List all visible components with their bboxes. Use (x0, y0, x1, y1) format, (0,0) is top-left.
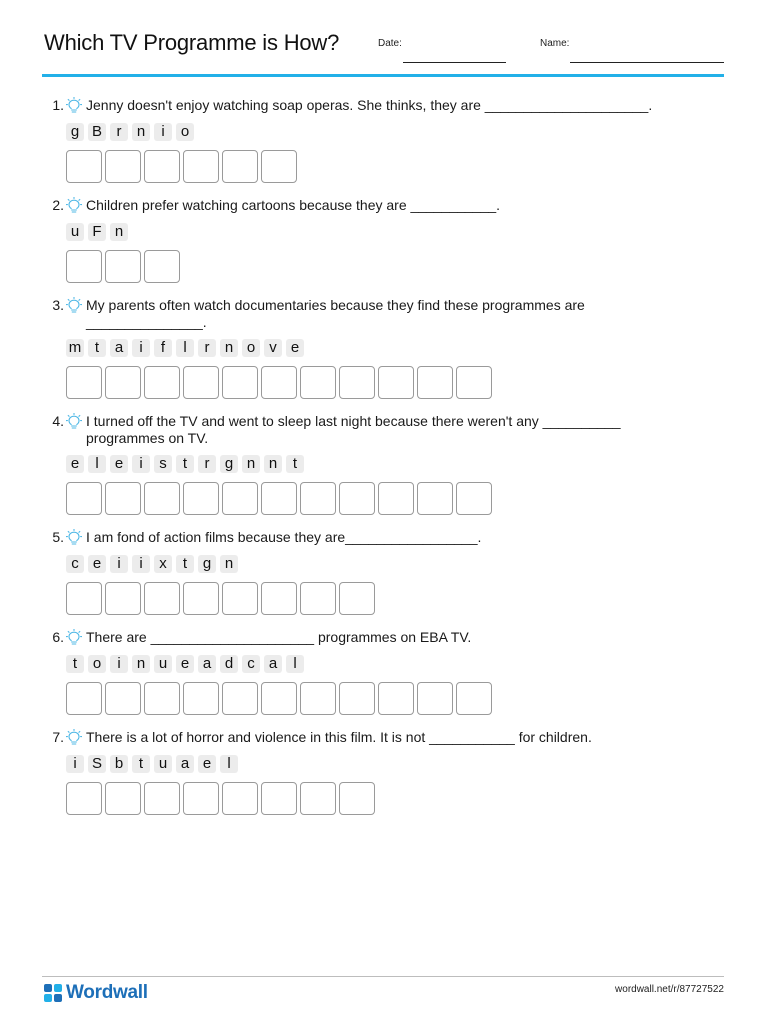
letter-tile: u (154, 755, 172, 773)
letter-tile: e (110, 455, 128, 473)
answer-box[interactable] (222, 682, 258, 715)
lightbulb-icon[interactable] (66, 413, 82, 431)
answer-box[interactable] (300, 782, 336, 815)
answer-box[interactable] (300, 682, 336, 715)
letter-tile: l (176, 339, 194, 357)
letter-tile: a (110, 339, 128, 357)
answer-box[interactable] (417, 682, 453, 715)
answer-box[interactable] (261, 782, 297, 815)
answer-box[interactable] (300, 582, 336, 615)
answer-box[interactable] (105, 366, 141, 399)
answer-box[interactable] (105, 782, 141, 815)
letter-tile: n (132, 123, 150, 141)
letter-tile: F (88, 223, 106, 241)
letter-tile: l (220, 755, 238, 773)
letter-tile: i (132, 339, 150, 357)
answer-box[interactable] (300, 482, 336, 515)
answer-box[interactable] (66, 682, 102, 715)
question-text: My parents often watch documentaries because they find these programmes are _______________. (86, 297, 585, 330)
lightbulb-icon[interactable] (66, 729, 82, 747)
letter-tile: i (110, 555, 128, 573)
letter-tile: S (88, 755, 106, 773)
letter-tile: g (66, 123, 84, 141)
answer-box[interactable] (66, 150, 102, 183)
answer-box[interactable] (222, 366, 258, 399)
letter-tile: t (88, 339, 106, 357)
page-title: Which TV Programme is How? (44, 30, 340, 55)
letter-tile: f (154, 339, 172, 357)
answer-box[interactable] (183, 366, 219, 399)
name-field-line[interactable] (570, 62, 724, 63)
letter-tile: e (88, 555, 106, 573)
letter-tile: u (154, 655, 172, 673)
answer-box[interactable] (339, 782, 375, 815)
letter-tile: a (264, 655, 282, 673)
letter-tiles (66, 123, 194, 141)
letter-tiles (66, 455, 304, 473)
letter-tile: r (110, 123, 128, 141)
lightbulb-icon[interactable] (66, 629, 82, 647)
answer-box[interactable] (261, 150, 297, 183)
letter-tile: t (132, 755, 150, 773)
letter-tile: v (264, 339, 282, 357)
answer-boxes (66, 482, 492, 515)
answer-box[interactable] (183, 482, 219, 515)
letter-tile: x (154, 555, 172, 573)
question-number: 7. (52, 729, 64, 745)
letter-tile: n (220, 339, 238, 357)
header-divider (42, 74, 724, 77)
letter-tile: i (132, 555, 150, 573)
answer-box[interactable] (456, 482, 492, 515)
letter-tile: t (286, 455, 304, 473)
letter-tile: e (198, 755, 216, 773)
answer-box[interactable] (66, 582, 102, 615)
answer-box[interactable] (183, 782, 219, 815)
question-number: 2. (52, 197, 64, 213)
answer-box[interactable] (144, 782, 180, 815)
question-number: 6. (52, 629, 64, 645)
answer-boxes (66, 250, 180, 283)
answer-box[interactable] (144, 250, 180, 283)
answer-box[interactable] (456, 682, 492, 715)
answer-box[interactable] (261, 582, 297, 615)
worksheet-header (0, 0, 768, 80)
letter-tile: m (66, 339, 84, 357)
answer-box[interactable] (144, 582, 180, 615)
answer-boxes (66, 150, 297, 183)
answer-box[interactable] (339, 366, 375, 399)
letter-tile: l (286, 655, 304, 673)
letter-tile: a (176, 755, 194, 773)
answer-box[interactable] (105, 682, 141, 715)
letter-tile: n (110, 223, 128, 241)
question-text: Children prefer watching cartoons because they are ___________. (86, 197, 501, 213)
letter-tile: g (198, 555, 216, 573)
wordwall-logo-icon (44, 984, 62, 1002)
answer-box[interactable] (261, 366, 297, 399)
footer-divider (42, 976, 724, 977)
answer-box[interactable] (183, 682, 219, 715)
answer-boxes (66, 366, 492, 399)
wordwall-logo (44, 982, 148, 1004)
date-label: Date: (378, 38, 402, 49)
answer-box[interactable] (300, 366, 336, 399)
letter-tiles (66, 555, 238, 573)
answer-box[interactable] (144, 366, 180, 399)
letter-tile: n (264, 455, 282, 473)
answer-boxes (66, 682, 492, 715)
answer-box[interactable] (261, 482, 297, 515)
letter-tile: n (242, 455, 260, 473)
letter-tile: o (88, 655, 106, 673)
answer-box[interactable] (105, 150, 141, 183)
question-number: 3. (52, 297, 64, 313)
answer-box[interactable] (105, 482, 141, 515)
letter-tile: l (88, 455, 106, 473)
answer-box[interactable] (66, 482, 102, 515)
letter-tile: i (132, 455, 150, 473)
letter-tiles (66, 223, 128, 241)
letter-tile: b (110, 755, 128, 773)
letter-tile: t (176, 455, 194, 473)
answer-box[interactable] (144, 482, 180, 515)
letter-tile: e (176, 655, 194, 673)
answer-box[interactable] (66, 782, 102, 815)
question-number: 5. (52, 529, 64, 545)
answer-box[interactable] (222, 782, 258, 815)
answer-box[interactable] (144, 150, 180, 183)
letter-tile: a (198, 655, 216, 673)
answer-box[interactable] (183, 582, 219, 615)
answer-box[interactable] (339, 682, 375, 715)
letter-tile: i (154, 123, 172, 141)
date-field-line[interactable] (403, 62, 506, 63)
name-label: Name: (540, 38, 570, 49)
answer-boxes (66, 582, 375, 615)
question-text: I turned off the TV and went to sleep last night because there weren't any __________ programmes on TV. (86, 413, 621, 446)
answer-box[interactable] (66, 366, 102, 399)
answer-box[interactable] (378, 482, 414, 515)
letter-tile: B (88, 123, 106, 141)
answer-box[interactable] (456, 366, 492, 399)
answer-box[interactable] (417, 482, 453, 515)
answer-box[interactable] (378, 366, 414, 399)
footer-url: wordwall.net/r/87727522 (615, 984, 724, 995)
letter-tile: s (154, 455, 172, 473)
lightbulb-icon[interactable] (66, 97, 82, 115)
letter-tile: r (198, 455, 216, 473)
lightbulb-icon[interactable] (66, 197, 82, 215)
letter-tile: o (176, 123, 194, 141)
letter-tile: c (242, 655, 260, 673)
logo-text: Wordwall (66, 982, 148, 1003)
letter-tile: o (242, 339, 260, 357)
letter-tile: u (66, 223, 84, 241)
letter-tile: n (132, 655, 150, 673)
question-text: There are _____________________ programmes on EBA TV. (86, 629, 472, 645)
letter-tiles (66, 755, 238, 773)
question-text: Jenny doesn't enjoy watching soap operas. She thinks, they are _____________________. (86, 97, 653, 113)
letter-tile: r (198, 339, 216, 357)
answer-box[interactable] (105, 582, 141, 615)
question-text: There is a lot of horror and violence in this film. It is not ___________ for children. (86, 729, 592, 745)
answer-box[interactable] (417, 366, 453, 399)
question-text: I am fond of action films because they are_________________. (86, 529, 482, 545)
answer-box[interactable] (261, 682, 297, 715)
letter-tile: e (286, 339, 304, 357)
lightbulb-icon[interactable] (66, 529, 82, 547)
letter-tile: i (66, 755, 84, 773)
answer-box[interactable] (183, 150, 219, 183)
letter-tile: i (110, 655, 128, 673)
letter-tile: d (220, 655, 238, 673)
answer-boxes (66, 782, 375, 815)
answer-box[interactable] (339, 482, 375, 515)
answer-box[interactable] (66, 250, 102, 283)
lightbulb-icon[interactable] (66, 297, 82, 315)
letter-tile: e (66, 455, 84, 473)
answer-box[interactable] (222, 582, 258, 615)
answer-box[interactable] (144, 682, 180, 715)
letter-tile: g (220, 455, 238, 473)
letter-tile: t (176, 555, 194, 573)
answer-box[interactable] (339, 582, 375, 615)
answer-box[interactable] (378, 682, 414, 715)
letter-tiles (66, 655, 304, 673)
letter-tile: c (66, 555, 84, 573)
question-number: 1. (52, 97, 64, 113)
answer-box[interactable] (222, 150, 258, 183)
answer-box[interactable] (105, 250, 141, 283)
answer-box[interactable] (222, 482, 258, 515)
question-number: 4. (52, 413, 64, 429)
letter-tiles (66, 339, 304, 357)
letter-tile: t (66, 655, 84, 673)
letter-tile: n (220, 555, 238, 573)
